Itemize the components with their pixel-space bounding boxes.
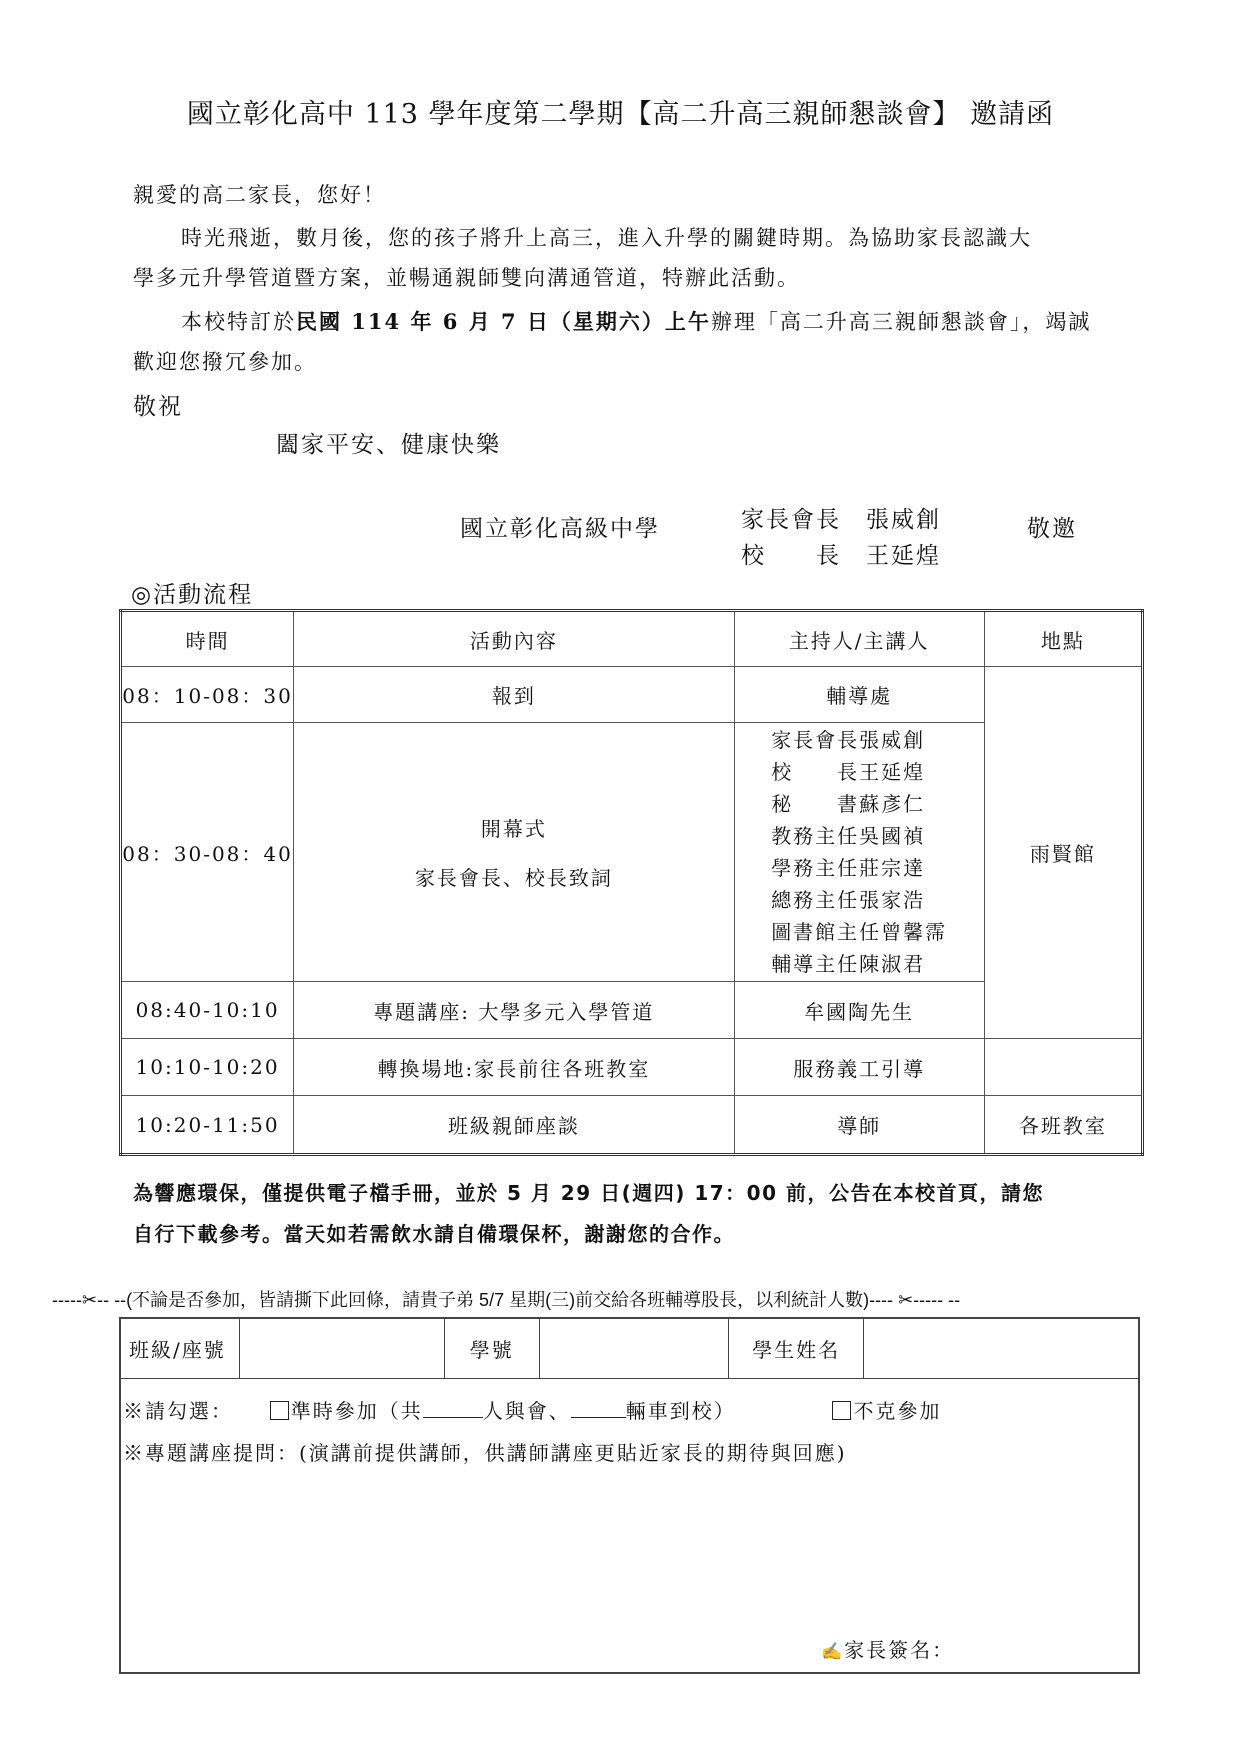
student-id-field[interactable] bbox=[539, 1318, 729, 1378]
row-host-list bbox=[734, 723, 984, 982]
row-location bbox=[984, 1039, 1142, 1096]
row-activity: 班級親師座談 bbox=[294, 1096, 734, 1155]
row-host: 牟國陶先生 bbox=[734, 982, 984, 1039]
dash-right-2: ----- -- bbox=[913, 1290, 961, 1310]
class-seat-field[interactable] bbox=[240, 1318, 445, 1378]
list-item: 輔導主任陳淑君 bbox=[771, 952, 926, 976]
list-item: 家長會長張威創 bbox=[771, 728, 926, 752]
table-row bbox=[121, 1096, 1143, 1155]
opening-speeches: 家長會長、校長致詞 bbox=[414, 866, 613, 890]
notice-line2: 自行下載參考。當天如若需飲水請自備環保杯，謝謝您的合作。 bbox=[133, 1222, 735, 1246]
question-prompt: ※專題講座提問：(演講前提供講師，供講師講座更貼近家長的期待與回應) bbox=[123, 1440, 847, 1465]
row-activity: 專題講座: 大學多元入學管道 bbox=[294, 982, 734, 1039]
row-activity: 轉換場地:家長前往各班教室 bbox=[294, 1039, 734, 1096]
attend-text-b: 人與會、 bbox=[482, 1398, 571, 1423]
row-host: 導師 bbox=[734, 1096, 984, 1155]
row-time: 10:20-11:50 bbox=[121, 1096, 294, 1155]
list-item: 總務主任張家浩 bbox=[771, 888, 926, 912]
header-activity: 活動內容 bbox=[294, 611, 734, 667]
signature-label: 家長簽名： bbox=[844, 1637, 955, 1662]
attend-text-a: 準時參加（共 bbox=[290, 1398, 423, 1423]
table-header-row bbox=[121, 611, 1143, 667]
reply-info-row bbox=[120, 1318, 1139, 1378]
schedule-heading: ◎活動流程 bbox=[131, 582, 254, 608]
check-label: ※請勾選： bbox=[123, 1398, 233, 1423]
row-host: 服務義工引導 bbox=[734, 1039, 984, 1096]
invite-mark: 敬邀 bbox=[1027, 516, 1077, 542]
list-item: 秘 書蘇彥仁 bbox=[771, 792, 926, 816]
closing-2: 闔家平安、健康快樂 bbox=[276, 432, 501, 458]
scissors-icon: ✂ bbox=[898, 1290, 914, 1310]
schedule-table bbox=[119, 609, 1144, 1156]
row-time: 10:10-10:20 bbox=[121, 1039, 294, 1096]
para1-line1: 時光飛逝，數月後，您的孩子將升上高三，進入升學的關鍵時期。為協助家長認識大 bbox=[181, 226, 1032, 250]
row-location: 雨賢館 bbox=[984, 667, 1142, 1039]
attendance-line bbox=[123, 1395, 941, 1424]
cut-instruction: (不論是否參加，皆請撕下此回條，請貴子弟 5/7 星期(三)前交給各班輔導股長，以利統計人數) bbox=[126, 1290, 870, 1310]
row-time: 08:40-10:10 bbox=[121, 982, 294, 1039]
table-row bbox=[121, 1039, 1143, 1096]
cut-line bbox=[52, 1286, 1142, 1312]
absent-checkbox[interactable] bbox=[832, 1401, 851, 1420]
row-time: 08：10-08：30 bbox=[121, 667, 294, 723]
dash-left: ----- bbox=[52, 1290, 82, 1310]
notice-line1: 為響應環保，僅提供電子檔手冊，並於 5 月 29 日(週四) 17：00 前，公告在本校首頁，請您 bbox=[133, 1181, 1044, 1205]
list-item: 教務主任吳國禎 bbox=[771, 824, 926, 848]
signer-principal: 校 長 王延煌 bbox=[741, 543, 941, 569]
people-count-blank[interactable] bbox=[423, 1417, 483, 1418]
greeting: 親愛的高二家長，您好！ bbox=[133, 183, 386, 207]
para2-line1 bbox=[181, 306, 1091, 336]
opening-ceremony: 開幕式 bbox=[480, 817, 547, 841]
page-title: 國立彰化高中 113 學年度第二學期【高二升高三親師懇談會】 邀請函 bbox=[186, 99, 1055, 130]
row-location: 各班教室 bbox=[984, 1096, 1142, 1155]
para2-line2: 歡迎您撥冗參加。 bbox=[133, 350, 317, 374]
student-id-label: 學號 bbox=[444, 1318, 539, 1378]
student-name-label: 學生姓名 bbox=[729, 1318, 864, 1378]
dash-left-2: -- -- bbox=[97, 1290, 127, 1310]
attend-checkbox[interactable] bbox=[270, 1401, 289, 1420]
class-seat-label: 班級/座號 bbox=[120, 1318, 240, 1378]
header-location: 地點 bbox=[984, 611, 1142, 667]
reply-body bbox=[120, 1378, 1139, 1673]
list-item: 圖書館主任曾馨霈 bbox=[771, 920, 948, 944]
list-item: 校 長王延煌 bbox=[771, 760, 926, 784]
car-count-blank[interactable] bbox=[571, 1417, 626, 1418]
signer-parent-chair: 家長會長 張威創 bbox=[741, 507, 941, 533]
row-activity: 報到 bbox=[294, 667, 734, 723]
table-row bbox=[121, 667, 1143, 723]
header-host: 主持人/主講人 bbox=[734, 611, 984, 667]
reply-body-row bbox=[120, 1378, 1139, 1673]
absent-text: 不克參加 bbox=[853, 1398, 942, 1423]
school-name: 國立彰化高級中學 bbox=[460, 516, 660, 542]
para2-start: 本校特訂於 bbox=[181, 310, 296, 334]
para1-line2: 學多元升學管道暨方案，並暢通親師雙向溝通管道，特辦此活動。 bbox=[133, 266, 800, 290]
row-activity bbox=[294, 723, 734, 982]
signature-line bbox=[821, 1634, 954, 1663]
row-host: 輔導處 bbox=[734, 667, 984, 723]
scissors-icon: ✂ bbox=[81, 1290, 98, 1310]
dash-right: ---- bbox=[869, 1290, 894, 1310]
question-area[interactable] bbox=[127, 1469, 1127, 1619]
attend-text-c: 輛車到校） bbox=[625, 1398, 736, 1423]
host-list bbox=[771, 724, 947, 980]
closing-1: 敬祝 bbox=[133, 394, 183, 420]
header-time: 時間 bbox=[121, 611, 294, 667]
row-time: 08：30-08：40 bbox=[121, 723, 294, 982]
event-date: 民國 114 年 6 月 7 日（星期六）上午 bbox=[296, 309, 711, 334]
pen-icon: ✍ bbox=[821, 1641, 845, 1662]
reply-slip bbox=[119, 1317, 1140, 1674]
para2-end: 辦理「高二升高三親師懇談會」，竭誠 bbox=[710, 310, 1092, 334]
student-name-field[interactable] bbox=[864, 1318, 1139, 1378]
list-item: 學務主任莊宗達 bbox=[771, 856, 926, 880]
